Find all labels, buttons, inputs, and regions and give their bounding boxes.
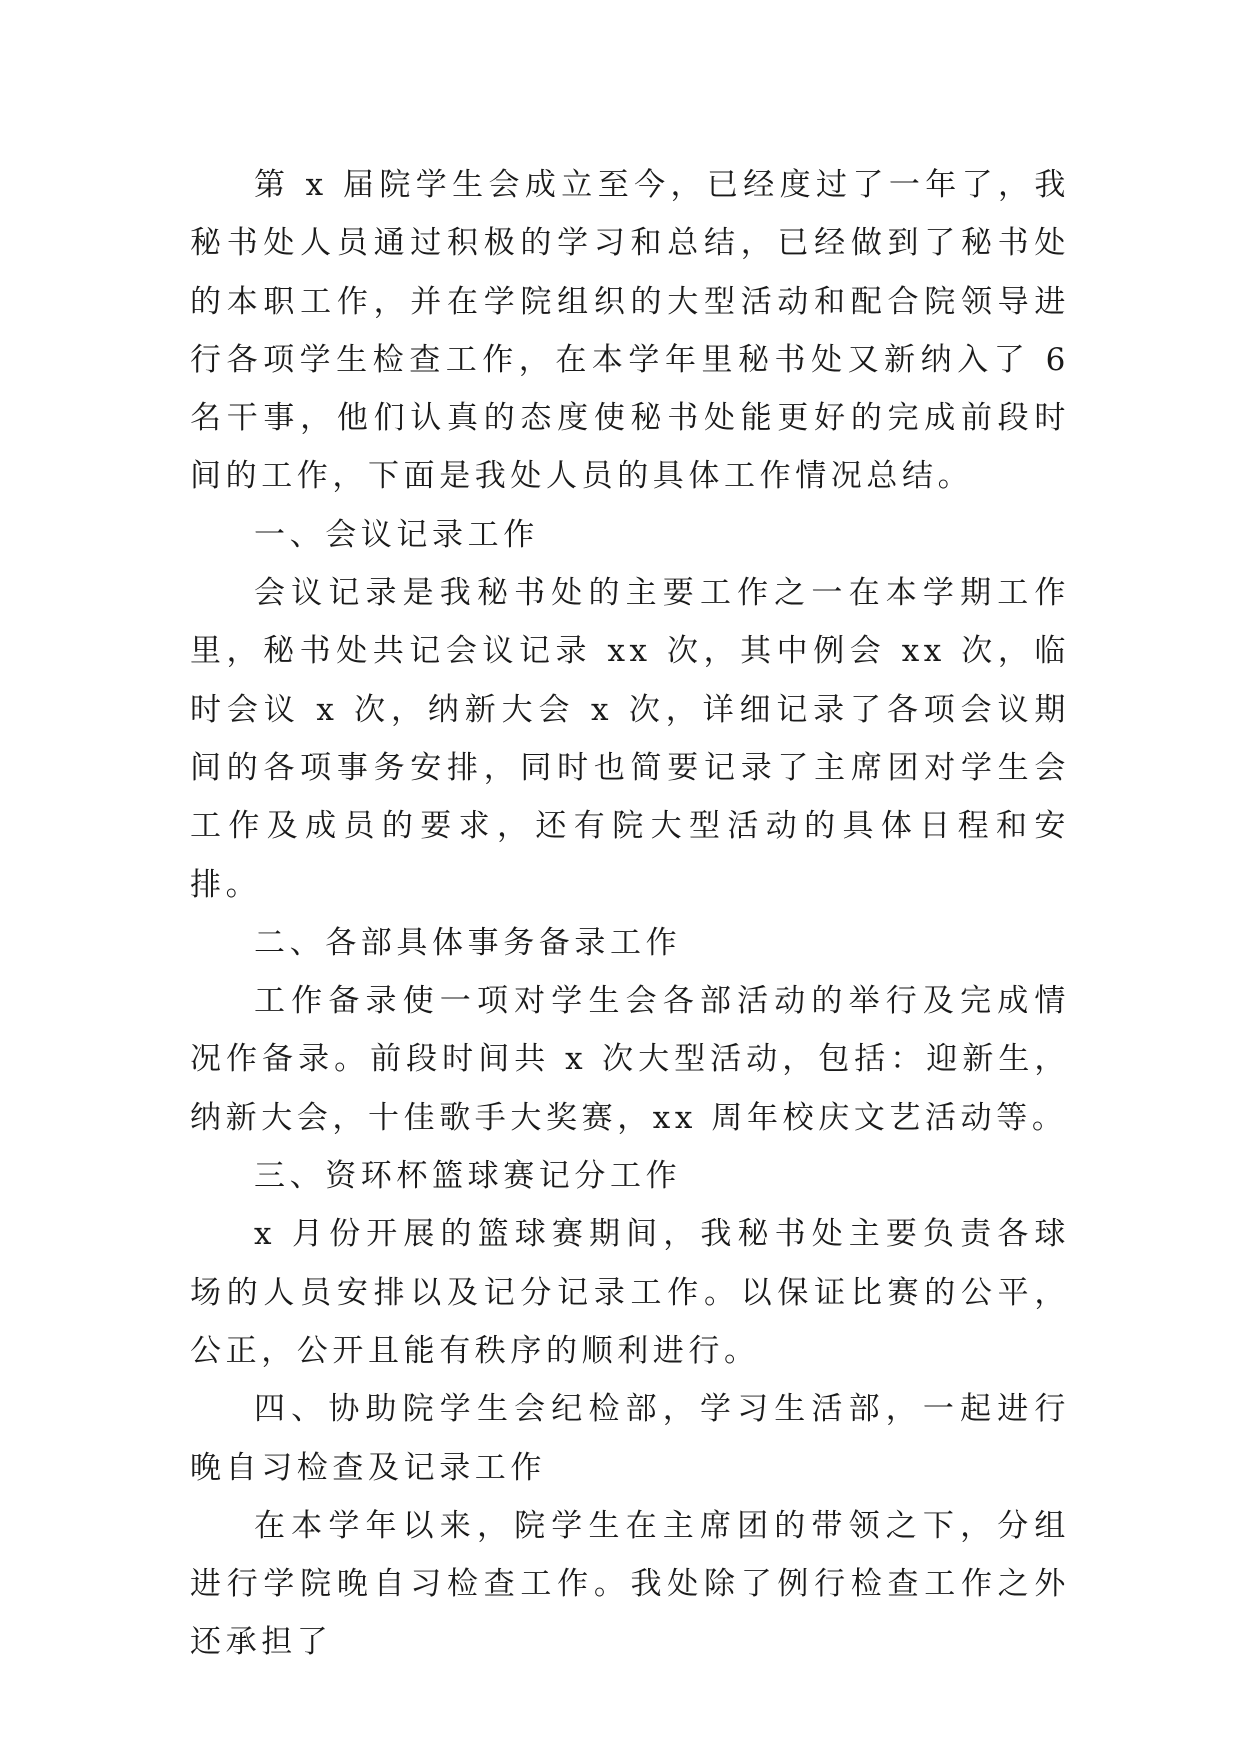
- section-heading-basketball-scoring: 三、资环杯篮球赛记分工作: [254, 1158, 682, 1195]
- meeting-records-paragraph: 会议记录是我秘书处的主要工作之一在本学期工作里，秘书处共记会议记录 xx 次，其中例会 xx 次，临时会议 x 次，纳新大会 x 次，详细记录了各项会议期间的各项事务安排，同时也简要记录了主席团对学生会工作及成员的要求，还有院大型活动的具体日程和安排。: [190, 575, 1070, 903]
- section-heading-department-affairs: 二、各部具体事务备录工作: [254, 924, 682, 961]
- intro-paragraph: 第 x 届院学生会成立至今，已经度过了一年了，我秘书处人员通过积极的学习和总结，已经做到了秘书处的本职工作，并在学院组织的大型活动和配合院领导进行各项学生检查工作，在本学年里秘书处又新纳入了 6 名干事，他们认真的态度使秘书处能更好的完成前段时间的工作，下面是我处人员的具体工作情况总结。: [190, 167, 1070, 495]
- document-body: [190, 156, 1070, 1672]
- evening-study-check-paragraph: 在本学年以来，院学生在主席团的带领之下，分组进行学院晚自习检查工作。我处除了例行检查工作之外还承担了: [190, 1507, 1070, 1661]
- department-affairs-paragraph: 工作备录使一项对学生会各部活动的举行及完成情况作备录。前段时间共 x 次大型活动，包括：迎新生，纳新大会，十佳歌手大奖赛，xx 周年校庆文艺活动等。: [190, 983, 1070, 1136]
- section-heading-evening-study-check: 四、协助院学生会纪检部，学习生活部，一起进行晚自习检查及记录工作: [190, 1391, 1070, 1486]
- section-heading-meeting-records: 一、会议记录工作: [254, 516, 539, 553]
- basketball-scoring-paragraph: x 月份开展的篮球赛期间，我秘书处主要负责各球场的人员安排以及记分记录工作。以保证比赛的公平，公正，公开且能有秩序的顺利进行。: [190, 1216, 1070, 1369]
